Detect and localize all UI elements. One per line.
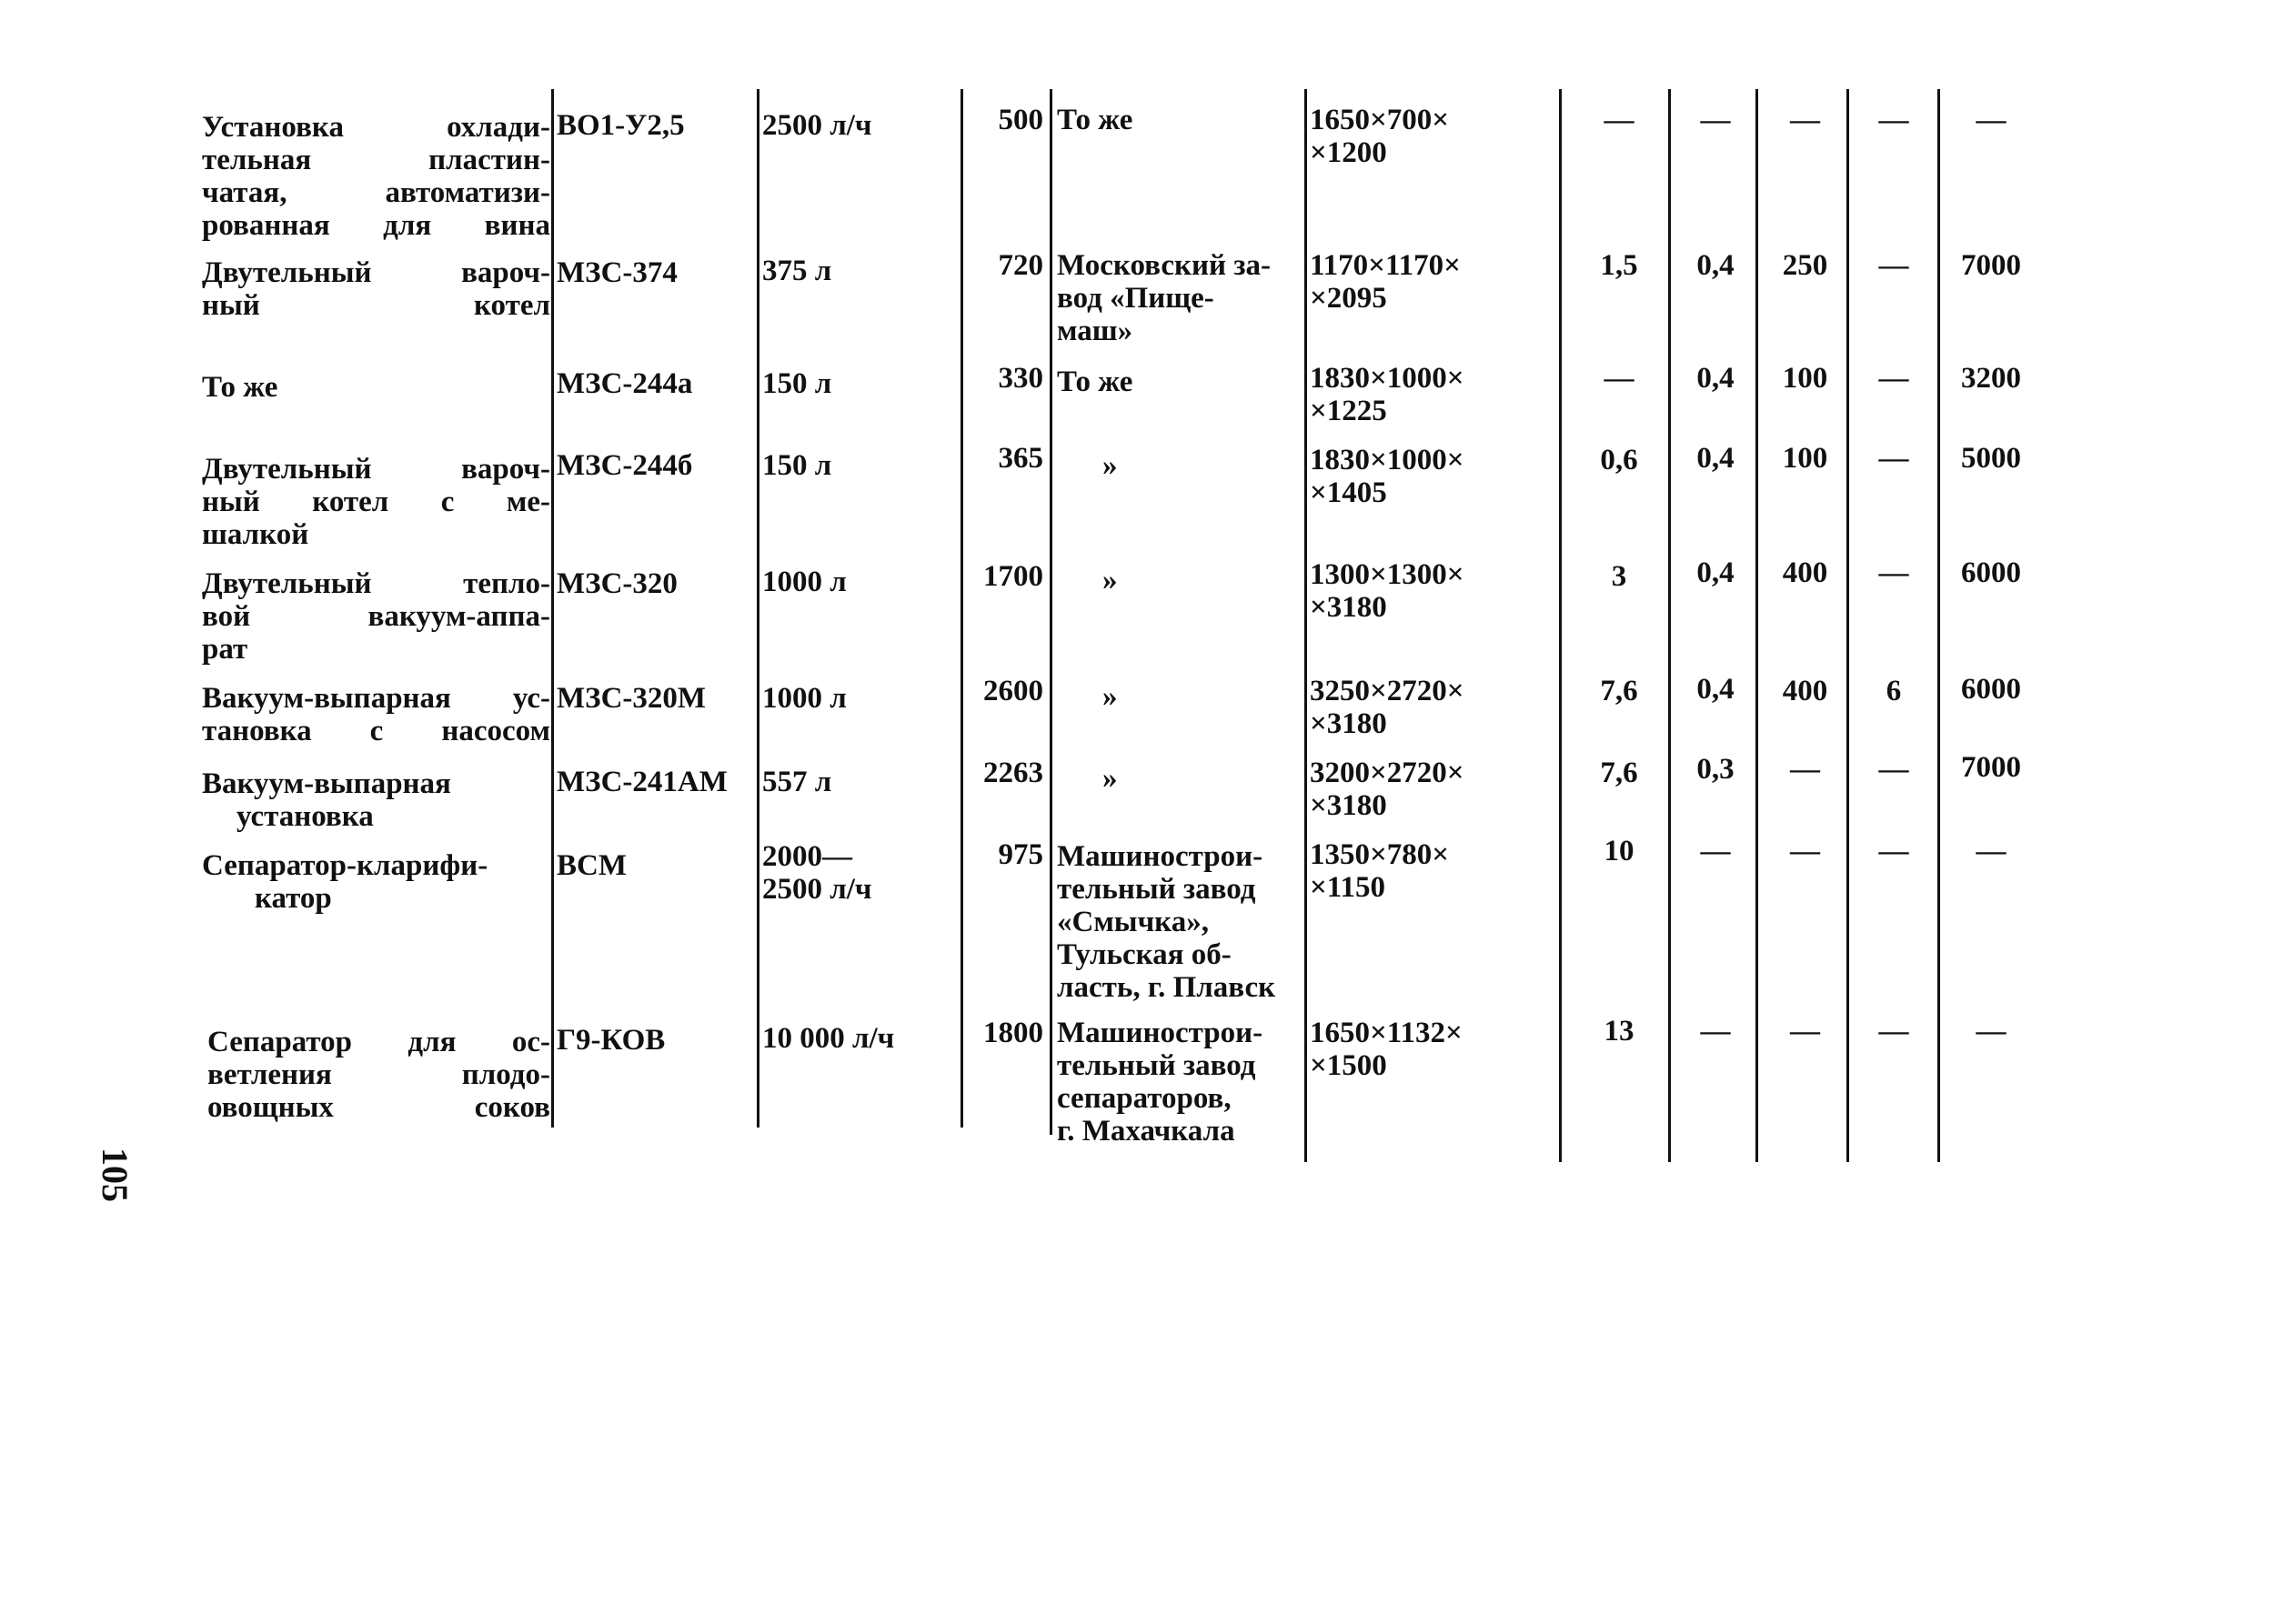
value-cell: 13 (1604, 1015, 1634, 1048)
equipment-name-line: чатая, автоматизи- (202, 176, 550, 209)
column-divider (1304, 89, 1307, 1162)
capacity-cell (762, 367, 958, 400)
value-cell: — (1878, 753, 1909, 786)
equipment-name-line: тановка с насосом (202, 715, 550, 747)
value-cell: 0,4 (1696, 249, 1735, 282)
capacity-line: 1000 л (762, 682, 847, 715)
mass-value: 2600 (983, 675, 1043, 707)
equipment-name-line: овощных соков (207, 1091, 550, 1124)
dimensions-cell (1310, 675, 1542, 740)
equipment-name-cell (202, 849, 550, 915)
mass-value: 330 (998, 362, 1043, 395)
capacity-line: 10 000 л/ч (762, 1022, 895, 1055)
dimensions-line: 1830×1000× (1310, 444, 1464, 476)
value-cell: 6000 (1961, 556, 2021, 589)
column-divider (1937, 89, 1940, 1162)
equipment-name-line: шалкой (202, 518, 309, 551)
dimensions-line: ×1500 (1310, 1049, 1387, 1082)
capacity-line: 2000— (762, 840, 852, 873)
dimensions-line: ×1200 (1310, 136, 1387, 169)
dimensions-cell (1310, 444, 1542, 509)
dimensions-cell (1310, 558, 1542, 624)
value-cell: — (1790, 1015, 1820, 1048)
column-divider (1050, 89, 1052, 1135)
value-cell: — (1700, 835, 1731, 867)
value-cell: — (1790, 835, 1820, 867)
column-divider (551, 89, 554, 1128)
manufacturer-line: » (1102, 449, 1118, 482)
equipment-name-line: Двутельный вароч- (202, 453, 550, 486)
dimensions-cell (1310, 104, 1542, 169)
mass-value: 1800 (983, 1017, 1043, 1049)
capacity-line: 1000 л (762, 566, 847, 598)
equipment-name-cell (207, 1026, 550, 1124)
value-cell: — (1700, 1015, 1731, 1048)
value-cell: 0,6 (1600, 444, 1638, 476)
dimensions-line: 1350×780× (1310, 838, 1450, 871)
value-cell: — (1878, 362, 1909, 395)
manufacturer-cell (1057, 366, 1302, 398)
dimensions-line: 1170×1170× (1310, 249, 1461, 282)
dimensions-line: 3200×2720× (1310, 757, 1464, 789)
manufacturer-line: Машинострои- (1057, 1017, 1263, 1049)
dimensions-cell (1310, 249, 1542, 315)
equipment-name-cell (202, 453, 550, 551)
manufacturer-cell (1057, 249, 1302, 347)
column-divider (960, 89, 963, 1128)
equipment-name-line: Сепаратор-кларифи- (202, 849, 488, 882)
equipment-name-line: Вакуум-выпарная ус- (202, 682, 550, 715)
capacity-line: 2500 л/ч (762, 873, 872, 906)
equipment-name-cell (202, 767, 550, 833)
value-cell: — (1976, 104, 2006, 136)
equipment-name-line: Установка охлади- (202, 111, 550, 144)
value-cell: 400 (1782, 556, 1828, 589)
manufacturer-cell (1057, 840, 1302, 1004)
dimensions-line: ×1225 (1310, 395, 1387, 427)
manufacturer-line: Московский за- (1057, 249, 1272, 282)
mass-value: 365 (998, 442, 1043, 475)
equipment-name-line: ветления плодо- (207, 1058, 550, 1091)
equipment-name-line: рат (202, 633, 248, 666)
column-divider (1559, 89, 1562, 1162)
manufacturer-cell (1057, 564, 1302, 596)
mass-value: 2263 (983, 757, 1043, 789)
equipment-name-line: рованная для вина (202, 209, 550, 242)
manufacturer-line: » (1102, 564, 1118, 596)
value-cell: — (1976, 835, 2006, 867)
manufacturer-line: маш» (1057, 315, 1133, 347)
dimensions-line: 3250×2720× (1310, 675, 1464, 707)
equipment-name-cell (202, 371, 550, 404)
dimensions-line: ×3180 (1310, 591, 1387, 624)
dimensions-line: ×3180 (1310, 789, 1387, 822)
capacity-cell (762, 449, 958, 482)
dimensions-cell (1310, 362, 1542, 427)
value-cell: — (1604, 104, 1634, 136)
value-cell: — (1878, 104, 1909, 136)
equipment-name-line: Двутельный тепло- (202, 567, 550, 600)
value-cell: — (1976, 1015, 2006, 1048)
equipment-mark: МЗС-244а (557, 367, 693, 400)
manufacturer-line: То же (1057, 366, 1133, 398)
value-cell: — (1604, 362, 1634, 395)
equipment-name-line: То же (202, 371, 278, 404)
manufacturer-line: вод «Пище- (1057, 282, 1214, 315)
value-cell: 100 (1782, 362, 1828, 395)
value-cell: 1,5 (1600, 249, 1638, 282)
manufacturer-cell (1057, 762, 1302, 795)
equipment-name-line: тельная пластин- (202, 144, 550, 176)
value-cell: 0,3 (1696, 753, 1735, 786)
dimensions-line: ×1405 (1310, 476, 1387, 509)
equipment-name-line: Двутельный вароч- (202, 256, 550, 289)
value-cell: — (1790, 104, 1820, 136)
value-cell: 7,6 (1600, 757, 1638, 789)
dimensions-line: ×1150 (1310, 871, 1385, 904)
dimensions-cell (1310, 1017, 1542, 1082)
equipment-name-cell (202, 111, 550, 242)
capacity-line: 557 л (762, 766, 832, 798)
mass-value: 720 (998, 249, 1043, 282)
value-cell: — (1878, 1015, 1909, 1048)
value-cell: 3200 (1961, 362, 2021, 395)
value-cell: 100 (1782, 442, 1828, 475)
equipment-name-line: установка (236, 800, 374, 833)
capacity-cell (762, 109, 958, 142)
manufacturer-line: г. Махачкала (1057, 1115, 1235, 1148)
equipment-mark: МЗС-320М (557, 682, 707, 715)
dimensions-line: 1300×1300× (1310, 558, 1464, 591)
value-cell: — (1878, 556, 1909, 589)
dimensions-line: ×3180 (1310, 707, 1387, 740)
value-cell: 7000 (1961, 249, 2021, 282)
mass-value: 1700 (983, 560, 1043, 593)
equipment-name-cell (202, 682, 550, 747)
value-cell: — (1878, 835, 1909, 867)
equipment-name-line: вой вакуум-аппа- (202, 600, 550, 633)
manufacturer-line: Тульская об- (1057, 938, 1232, 971)
equipment-name-cell (202, 567, 550, 666)
equipment-mark: ВО1-У2,5 (557, 109, 685, 142)
value-cell: 0,4 (1696, 556, 1735, 589)
capacity-cell (762, 255, 958, 287)
capacity-cell (762, 840, 958, 906)
equipment-name-cell (202, 256, 550, 322)
value-cell: 6 (1886, 675, 1902, 707)
value-cell: 0,4 (1696, 673, 1735, 706)
dimensions-line: ×2095 (1310, 282, 1387, 315)
value-cell: 10 (1604, 835, 1634, 867)
manufacturer-line: тельный завод (1057, 873, 1256, 906)
dimensions-cell (1310, 757, 1542, 822)
equipment-mark: Г9-КОВ (557, 1024, 666, 1057)
page-number: 105 (95, 1148, 136, 1202)
manufacturer-line: сепараторов, (1057, 1082, 1232, 1115)
equipment-mark: МЗС-320 (557, 567, 678, 600)
equipment-name-line: ный котел с ме- (202, 486, 550, 518)
equipment-name-line: Вакуум-выпарная (202, 767, 451, 800)
value-cell: — (1878, 442, 1909, 475)
manufacturer-cell (1057, 104, 1302, 136)
dimensions-cell (1310, 838, 1542, 904)
value-cell: — (1700, 104, 1731, 136)
equipment-mark: МЗС-374 (557, 256, 678, 289)
value-cell: 5000 (1961, 442, 2021, 475)
equipment-name-line: катор (255, 882, 332, 915)
equipment-name-line: ный котел (202, 289, 550, 322)
value-cell: 7000 (1961, 751, 2021, 784)
value-cell: 3 (1611, 560, 1627, 593)
capacity-cell (762, 566, 958, 598)
capacity-cell (762, 766, 958, 798)
manufacturer-line: » (1102, 680, 1118, 713)
manufacturer-cell (1057, 680, 1302, 713)
column-divider (757, 89, 759, 1128)
manufacturer-line: «Смычка», (1057, 906, 1209, 938)
value-cell: 250 (1782, 249, 1828, 282)
manufacturer-line: ласть, г. Плавск (1057, 971, 1276, 1004)
dimensions-line: 1650×1132× (1310, 1017, 1463, 1049)
value-cell: 400 (1782, 675, 1828, 707)
value-cell: 0,4 (1696, 442, 1735, 475)
equipment-mark: МЗС-244б (557, 449, 693, 482)
capacity-line: 150 л (762, 449, 832, 482)
value-cell: 0,4 (1696, 362, 1735, 395)
value-cell: — (1878, 249, 1909, 282)
capacity-line: 150 л (762, 367, 832, 400)
manufacturer-cell (1057, 449, 1302, 482)
capacity-cell (762, 682, 958, 715)
value-cell: 7,6 (1600, 675, 1638, 707)
manufacturer-cell (1057, 1017, 1302, 1148)
mass-value: 500 (998, 104, 1043, 136)
manufacturer-line: Машинострои- (1057, 840, 1263, 873)
value-cell: — (1790, 753, 1820, 786)
dimensions-line: 1830×1000× (1310, 362, 1464, 395)
mass-value: 975 (998, 838, 1043, 871)
value-cell: 6000 (1961, 673, 2021, 706)
capacity-cell (762, 1022, 958, 1055)
equipment-mark: ВСМ (557, 849, 627, 882)
capacity-line: 2500 л/ч (762, 109, 872, 142)
manufacturer-line: тельный завод (1057, 1049, 1256, 1082)
manufacturer-line: » (1102, 762, 1118, 795)
equipment-name-line: Сепаратор для ос- (207, 1026, 550, 1058)
capacity-line: 375 л (762, 255, 832, 287)
equipment-mark: МЗС-241АМ (557, 766, 728, 798)
manufacturer-line: То же (1057, 104, 1133, 136)
dimensions-line: 1650×700× (1310, 104, 1450, 136)
